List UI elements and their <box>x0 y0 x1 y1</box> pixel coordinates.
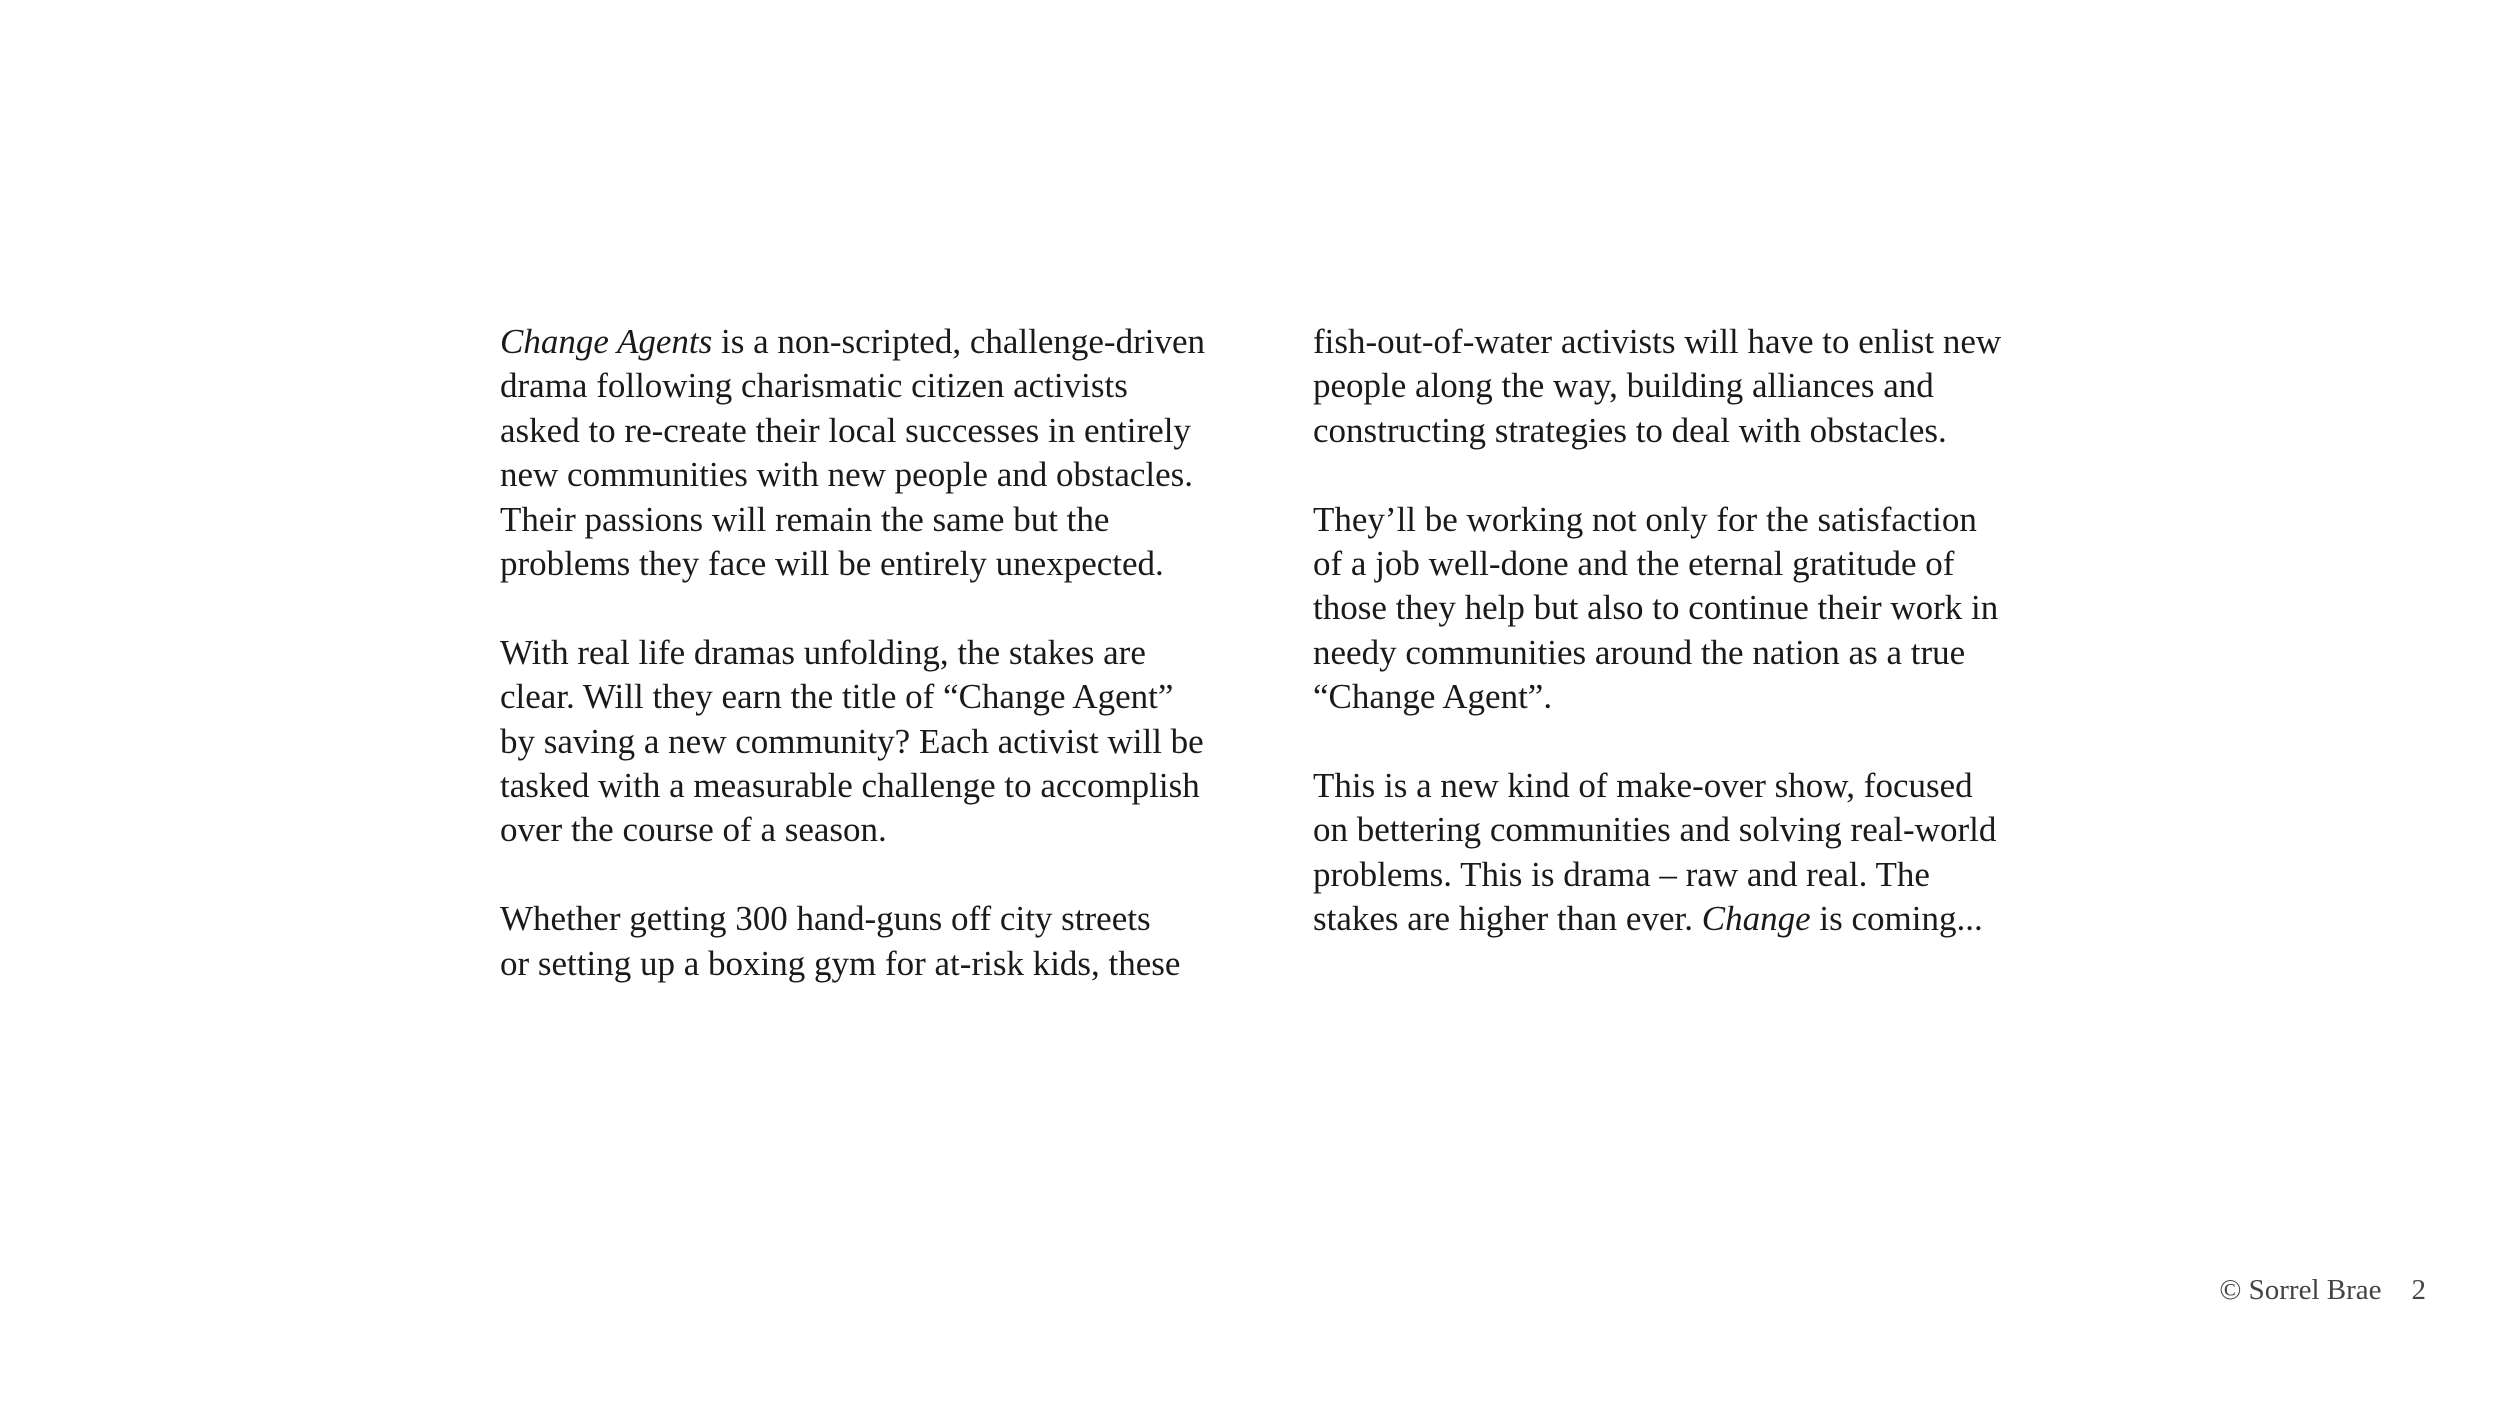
left-paragraph-1 <box>500 320 1247 586</box>
right-paragraph-1: fish-out-of-water activists will have to enlist new people along the way, building alliances and constructing strategies to deal with obstacles. <box>1313 322 2002 450</box>
left-paragraph-1-text: is a non-scripted, challenge-driven drama following charismatic citizen activists asked to re-create their local successes in entirely new communities with new people and obstacles. Their passions will remain the same but the problems they face will be entirely unexpected. <box>500 322 1205 584</box>
change-italic-word: Change <box>1701 899 1811 939</box>
right-paragraph-3-text-after: is coming... <box>1810 899 1983 939</box>
show-title-italic: Change Agents <box>500 322 713 361</box>
left-paragraph-3: Whether getting 300 hand-guns off city streets or setting up a boxing gym for at-risk kids, these <box>500 899 1181 983</box>
left-paragraph-2: With real life dramas unfolding, the stakes are clear. Will they earn the title of “Change Agent” by saving a new community? Each activist will be tasked with a measurable challenge to accomplish over the course of a season. <box>500 632 1204 850</box>
right-paragraph-2: They’ll be working not only for the satisfaction of a job well-done and the eternal gratitude of those they help but also to continue their work in needy communities around the nation as a true “Change Agent”. <box>1313 499 1999 717</box>
page-number: 2 <box>2411 1274 2426 1306</box>
right-column <box>1313 320 2060 986</box>
right-paragraph-3 <box>1313 764 2060 942</box>
page-footer <box>2219 1274 2426 1307</box>
body-columns <box>500 320 2060 986</box>
left-column <box>500 320 1247 986</box>
copyright-notice: © Sorrel Brae <box>2219 1274 2382 1306</box>
right-paragraph-3-text-before: This is a new kind of make-over show, focused on bettering communities and solving real-world problems. This is drama – raw and real. The stakes are higher than ever. <box>1313 766 1997 939</box>
